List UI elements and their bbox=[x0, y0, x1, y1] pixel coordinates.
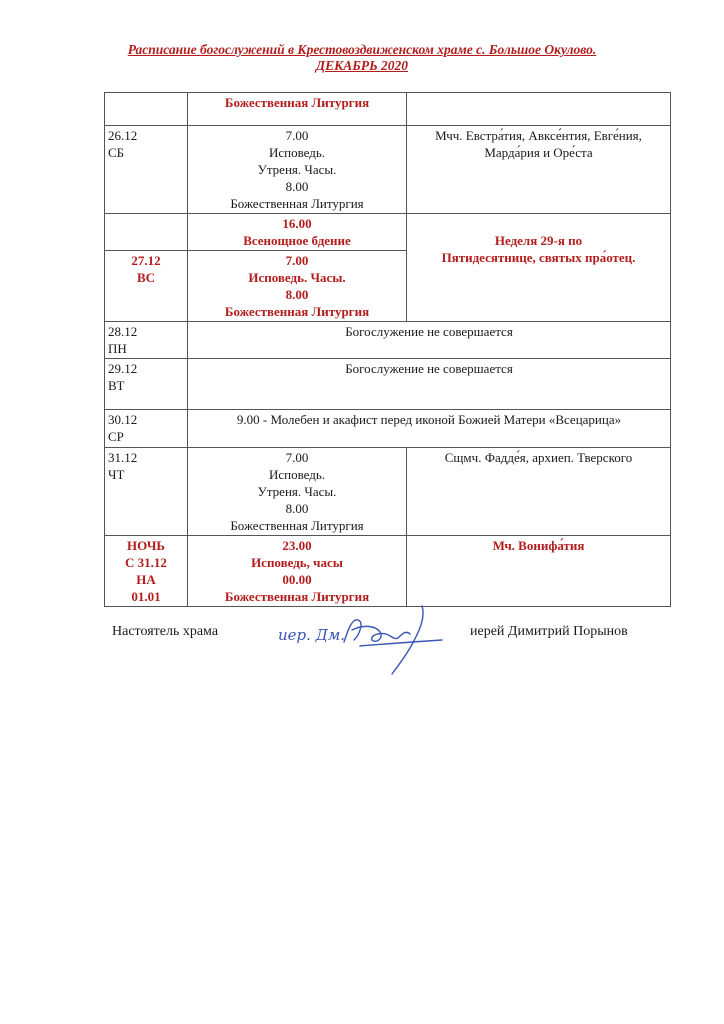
service-line: Исповедь. Часы. bbox=[248, 270, 346, 285]
service-cell bbox=[188, 448, 407, 536]
table-row bbox=[105, 359, 671, 410]
weekday-text: СБ bbox=[108, 145, 125, 160]
service-line: Божественная Литургия bbox=[224, 589, 370, 604]
schedule-table bbox=[104, 92, 671, 607]
service-cell bbox=[188, 536, 407, 607]
saint-cell bbox=[407, 214, 671, 322]
date-text: НА bbox=[136, 572, 156, 587]
saint-cell bbox=[407, 126, 671, 214]
date-cell bbox=[105, 251, 188, 322]
saint-line: Мч. Вонифа́тия bbox=[492, 538, 585, 553]
date-text: 01.01 bbox=[131, 589, 161, 604]
service-line: Всенощное бдение bbox=[243, 233, 351, 248]
date-text: С 31.12 bbox=[125, 555, 167, 570]
weekday-text: ЧТ bbox=[108, 467, 125, 482]
date-cell bbox=[105, 359, 188, 410]
date-text: 31.12 bbox=[108, 450, 138, 465]
service-line: Исповедь, часы bbox=[251, 555, 343, 570]
saint-cell bbox=[407, 448, 671, 536]
saint-cell bbox=[407, 93, 671, 126]
service-line: Утреня. Часы. bbox=[257, 484, 337, 499]
service-line: 7.00 bbox=[285, 128, 309, 143]
service-line: Божественная Литургия bbox=[230, 518, 364, 533]
saint-line: Пятидесятнице, святых пра́отец. bbox=[441, 250, 636, 265]
date-cell bbox=[105, 536, 188, 607]
service-line: 8.00 bbox=[285, 501, 309, 516]
date-text: 26.12 bbox=[108, 128, 138, 143]
service-line: Утреня. Часы. bbox=[257, 162, 337, 177]
note-cell bbox=[188, 410, 671, 448]
weekday-text: ПН bbox=[108, 341, 127, 356]
note-text: 9.00 - Молебен и акафист перед иконой Божией Матери «Всецарица» bbox=[236, 412, 622, 427]
service-line: 00.00 bbox=[282, 572, 312, 587]
note-text: Богослужение не совершается bbox=[345, 324, 513, 339]
service-line: 8.00 bbox=[285, 179, 309, 194]
weekday-text: ВС bbox=[136, 270, 156, 285]
date-cell bbox=[105, 126, 188, 214]
saint-line: Мчч. Евстра́тия, Авксе́нтия, Евге́ния, bbox=[435, 128, 642, 143]
date-text: НОЧЬ bbox=[126, 538, 166, 553]
date-text: 30.12 bbox=[108, 412, 138, 427]
service-cell bbox=[188, 251, 407, 322]
note-cell bbox=[188, 322, 671, 359]
title-line-2: ДЕКАБРЬ 2020 bbox=[315, 58, 409, 73]
date-cell bbox=[105, 214, 188, 251]
weekday-text: ВТ bbox=[108, 378, 125, 393]
service-cell bbox=[188, 126, 407, 214]
date-cell bbox=[105, 93, 188, 126]
table-row bbox=[105, 322, 671, 359]
saint-line: Сщмч. Фадде́я, архиеп. Тверского bbox=[444, 450, 633, 465]
table-row bbox=[105, 536, 671, 607]
saint-line: Марда́рия и Оре́ста bbox=[484, 145, 593, 160]
service-cell bbox=[188, 214, 407, 251]
table-row bbox=[105, 214, 671, 251]
service-cell bbox=[188, 93, 407, 126]
date-cell bbox=[105, 322, 188, 359]
rector-name: иерей Димитрий Порынов bbox=[470, 624, 628, 639]
rector-label: Настоятель храма bbox=[112, 624, 219, 639]
saint-cell bbox=[407, 536, 671, 607]
table-row bbox=[105, 448, 671, 536]
document-title bbox=[0, 42, 724, 74]
date-text: 27.12 bbox=[131, 253, 161, 268]
service-line: Божественная Литургия bbox=[224, 304, 370, 319]
signature-image bbox=[272, 600, 452, 676]
service-line: 16.00 bbox=[282, 216, 312, 231]
service-line: 23.00 bbox=[282, 538, 312, 553]
note-cell bbox=[188, 359, 671, 410]
title-line-1: Расписание богослужений в Крестовоздвиженском храме с. Большое Окулово. bbox=[127, 42, 597, 57]
date-text: 29.12 bbox=[108, 361, 138, 376]
table-row bbox=[105, 126, 671, 214]
service-line: Исповедь. bbox=[268, 467, 326, 482]
table-row bbox=[105, 410, 671, 448]
saint-line: Неделя 29-я по bbox=[494, 233, 583, 248]
service-line: 8.00 bbox=[285, 287, 309, 302]
date-text: 28.12 bbox=[108, 324, 138, 339]
table-row bbox=[105, 93, 671, 126]
date-cell bbox=[105, 410, 188, 448]
date-cell bbox=[105, 448, 188, 536]
weekday-text: СР bbox=[108, 429, 124, 444]
note-text: Богослужение не совершается bbox=[345, 361, 513, 376]
service-line: Исповедь. bbox=[268, 145, 326, 160]
service-line: Божественная Литургия bbox=[224, 95, 370, 110]
service-line: Божественная Литургия bbox=[230, 196, 364, 211]
svg-text:иер. Дм.: иер. Дм. bbox=[278, 626, 346, 644]
service-line: 7.00 bbox=[285, 450, 309, 465]
service-line: 7.00 bbox=[285, 253, 309, 268]
